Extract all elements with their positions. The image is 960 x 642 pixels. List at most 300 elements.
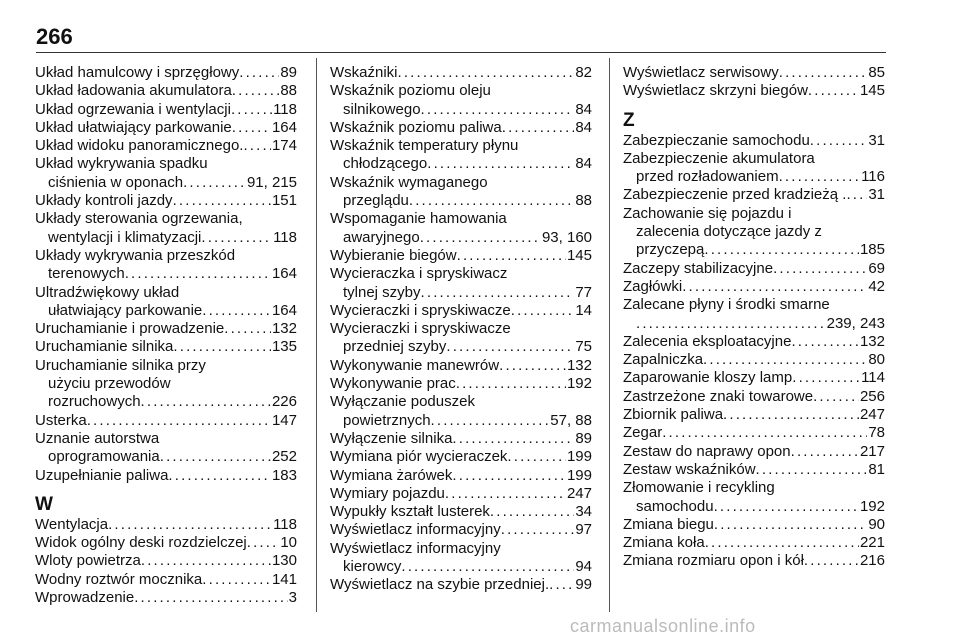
index-entry-page: 130 bbox=[271, 552, 297, 570]
index-entry-line bbox=[35, 210, 297, 228]
index-entry-page: 192 bbox=[859, 497, 885, 515]
index-entry-term: Uruchamianie silnika przy bbox=[35, 356, 206, 374]
index-entry bbox=[623, 406, 885, 424]
dot-leader bbox=[636, 315, 826, 333]
index-entry bbox=[35, 516, 297, 534]
index-entry-line bbox=[35, 571, 297, 589]
index-entry-term: Zabezpieczenie akumulatora bbox=[623, 149, 815, 167]
column-divider bbox=[316, 58, 317, 612]
dot-leader bbox=[421, 101, 575, 119]
index-entry-line bbox=[330, 467, 592, 485]
index-entry-page: 81 bbox=[868, 460, 885, 478]
index-entry-line bbox=[330, 210, 592, 228]
index-entry-term: Układy sterowania ogrzewania, bbox=[35, 210, 243, 228]
index-entry bbox=[35, 552, 297, 570]
index-entry-term: awaryjnego bbox=[343, 228, 420, 246]
index-entry-term: Wycieraczka i spryskiwacz bbox=[330, 265, 508, 283]
index-entry bbox=[330, 540, 592, 577]
index-entry-term: Wodny roztwór mocznika bbox=[35, 570, 203, 588]
index-entry bbox=[623, 424, 885, 442]
index-entry bbox=[330, 174, 592, 211]
index-entry-term: Zabezpieczanie samochodu bbox=[623, 131, 810, 149]
index-entry-continuation bbox=[330, 192, 592, 210]
index-entry-page: 164 bbox=[271, 301, 297, 319]
index-entry-term: Wspomaganie hamowania bbox=[330, 210, 507, 228]
dot-leader bbox=[791, 443, 859, 461]
index-entry-page: 88 bbox=[280, 82, 297, 100]
column-divider bbox=[609, 58, 610, 612]
index-entry-page: 85 bbox=[868, 64, 885, 81]
index-entry-page: 145 bbox=[566, 246, 592, 264]
dot-leader bbox=[723, 406, 859, 424]
index-entry-line bbox=[35, 137, 297, 155]
index-entry-line bbox=[35, 284, 297, 302]
index-entry-term: kierowcy bbox=[343, 558, 402, 576]
index-entry-line bbox=[330, 521, 592, 539]
index-entry-line bbox=[623, 64, 885, 82]
index-entry-line bbox=[35, 467, 297, 485]
index-entry bbox=[330, 485, 592, 503]
index-entry bbox=[330, 302, 592, 320]
index-entry bbox=[330, 247, 592, 265]
index-entry-page: 118 bbox=[273, 515, 297, 533]
index-entry bbox=[35, 192, 297, 210]
index-entry-page: 114 bbox=[861, 369, 885, 387]
index-entry-continuation bbox=[35, 265, 297, 283]
index-entry-term: Uzupełnianie paliwa bbox=[35, 466, 169, 484]
index-entry bbox=[330, 357, 592, 375]
index-entry-page: 145 bbox=[859, 82, 885, 100]
index-entry-line bbox=[623, 461, 885, 479]
dot-leader bbox=[756, 461, 868, 479]
index-entry-page: 164 bbox=[271, 265, 297, 283]
index-entry-line bbox=[35, 338, 297, 356]
index-entry-line bbox=[330, 375, 592, 393]
index-entry-line bbox=[330, 576, 592, 594]
index-entry-line bbox=[330, 174, 592, 192]
index-column-3 bbox=[623, 64, 885, 571]
index-entry-term: przed rozładowaniem bbox=[636, 168, 779, 186]
index-entry-line bbox=[35, 534, 297, 552]
index-entry-term: Wymiana piór wycieraczek bbox=[330, 448, 508, 466]
index-entry-term: Wprowadzenie bbox=[35, 589, 135, 607]
index-entry-page: 132 bbox=[271, 320, 297, 338]
index-entry-page: 77 bbox=[575, 283, 592, 301]
index-entry-term: Uznanie autorstwa bbox=[35, 429, 160, 447]
index-entry-term: Zmiana rozmiaru opon i kół bbox=[623, 552, 804, 570]
index-entry-term: Wyświetlacz serwisowy bbox=[623, 64, 779, 81]
index-entry-term: Wskaźnik wymaganego bbox=[330, 173, 488, 191]
index-entry-term: Wyłączanie poduszek bbox=[330, 393, 475, 411]
index-entry-page: 118 bbox=[273, 100, 297, 118]
index-entry-page: 78 bbox=[868, 424, 885, 442]
index-entry-page: 135 bbox=[271, 338, 297, 356]
index-entry-line bbox=[623, 443, 885, 461]
index-entry-line bbox=[623, 516, 885, 534]
index-entry-page: 90 bbox=[868, 515, 885, 533]
index-entry-page: 132 bbox=[859, 332, 885, 350]
index-entry-term: Wskaźnik temperatury płynu bbox=[330, 137, 519, 155]
index-entry-term: Wykonywanie prac bbox=[330, 375, 456, 393]
index-entry-term: Wyświetlacz informacyjny bbox=[330, 521, 501, 539]
index-entry bbox=[623, 351, 885, 369]
index-entry-page: 183 bbox=[271, 466, 297, 484]
index-entry bbox=[330, 467, 592, 485]
index-entry-page: 217 bbox=[859, 442, 885, 460]
index-entry-page: 199 bbox=[566, 448, 592, 466]
index-entry-line bbox=[330, 320, 592, 338]
index-entry-line bbox=[330, 503, 592, 521]
index-entry-page: 88 bbox=[575, 192, 592, 210]
index-entry bbox=[35, 589, 297, 607]
index-entry-term: Wycieraczki i spryskiwacze bbox=[330, 320, 511, 338]
index-entry bbox=[623, 205, 885, 260]
dot-leader bbox=[452, 467, 566, 485]
index-entry bbox=[623, 479, 885, 516]
index-entry-line bbox=[623, 369, 885, 387]
index-entry-continuation bbox=[623, 223, 885, 241]
index-entry-line bbox=[35, 101, 297, 119]
dot-leader bbox=[507, 448, 566, 466]
index-entry-term: Złomowanie i recykling bbox=[623, 479, 775, 497]
index-entry-line bbox=[35, 247, 297, 265]
dot-leader bbox=[87, 412, 271, 430]
dot-leader bbox=[201, 229, 272, 247]
index-entry-page: 84 bbox=[575, 155, 592, 173]
index-entry-term: Układy kontroli jazdy bbox=[35, 192, 173, 210]
index-entry-term: silnikowego bbox=[343, 100, 421, 118]
index-entry bbox=[623, 260, 885, 278]
index-entry-line bbox=[330, 64, 592, 82]
index-entry-term: przedniej szyby bbox=[343, 338, 447, 356]
index-entry-line bbox=[623, 534, 885, 552]
index-entry-term: Zmiana biegu bbox=[623, 515, 714, 533]
index-entry-page: 94 bbox=[575, 558, 592, 576]
index-entry-term: Układ ładowania akumulatora bbox=[35, 82, 232, 100]
dot-leader bbox=[168, 467, 271, 485]
index-entry-page: 118 bbox=[273, 228, 297, 246]
dot-leader bbox=[456, 375, 566, 393]
index-entry-page: 91, 215 bbox=[246, 173, 297, 191]
index-entry-term: Zapalniczka bbox=[623, 351, 704, 369]
dot-leader bbox=[409, 192, 574, 210]
index-entry-page: 84 bbox=[575, 100, 592, 118]
index-entry bbox=[35, 247, 297, 284]
index-entry bbox=[623, 82, 885, 100]
index-entry-line bbox=[623, 186, 885, 204]
index-entry-page: 31 bbox=[868, 131, 885, 149]
index-entry bbox=[623, 333, 885, 351]
index-entry bbox=[35, 320, 297, 338]
dot-leader bbox=[804, 552, 859, 570]
dot-leader bbox=[792, 369, 860, 387]
index-entry bbox=[330, 82, 592, 119]
dot-leader bbox=[232, 119, 271, 137]
index-entry-term: wentylacji i klimatyzacji bbox=[48, 228, 202, 246]
index-entry-page: 174 bbox=[271, 137, 297, 155]
index-entry-page: 132 bbox=[566, 356, 592, 374]
index-entry bbox=[330, 521, 592, 539]
index-entry-page: 82 bbox=[575, 64, 592, 81]
dot-leader bbox=[808, 82, 859, 100]
index-entry-term: samochodu bbox=[636, 497, 714, 515]
index-entry-line bbox=[35, 320, 297, 338]
index-entry-line bbox=[330, 302, 592, 320]
dot-leader bbox=[813, 388, 859, 406]
index-entry-term: Wskaźniki bbox=[330, 64, 398, 81]
index-entry-term: Układ widoku panoramicznego. bbox=[35, 137, 244, 155]
index-entry-page: 216 bbox=[859, 552, 885, 570]
dot-leader bbox=[714, 498, 859, 516]
index-entry-line bbox=[623, 424, 885, 442]
index-entry-line bbox=[623, 333, 885, 351]
dot-leader bbox=[108, 516, 272, 534]
index-entry-continuation bbox=[35, 448, 297, 466]
dot-leader bbox=[247, 534, 280, 552]
index-entry-line bbox=[35, 412, 297, 430]
index-entry-page: 75 bbox=[575, 338, 592, 356]
dot-leader bbox=[549, 576, 574, 594]
dot-leader bbox=[457, 247, 566, 265]
index-entry-line bbox=[623, 82, 885, 100]
dot-leader bbox=[490, 503, 574, 521]
dot-leader bbox=[183, 174, 246, 192]
index-entry-page: 10 bbox=[280, 534, 297, 552]
dot-leader bbox=[791, 333, 859, 351]
index-entry-page: 31 bbox=[868, 186, 885, 204]
index-entry-term: Uruchamianie i prowadzenie bbox=[35, 320, 225, 338]
index-entry-term: terenowych bbox=[48, 265, 125, 283]
index-entry-term: Układ wykrywania spadku bbox=[35, 155, 208, 173]
index-entry-term: Zachowanie się pojazdu i bbox=[623, 204, 792, 222]
index-entry-continuation bbox=[35, 302, 297, 320]
index-entry-line bbox=[623, 260, 885, 278]
index-entry-line bbox=[35, 430, 297, 448]
index-entry-term: ułatwiający parkowanie bbox=[48, 301, 203, 319]
index-entry bbox=[35, 467, 297, 485]
dot-leader bbox=[160, 448, 271, 466]
section-letter: Z bbox=[623, 109, 635, 131]
index-entry-page: 185 bbox=[859, 241, 885, 259]
index-column-2 bbox=[330, 64, 592, 595]
dot-leader bbox=[232, 82, 280, 100]
index-entry bbox=[623, 296, 885, 333]
index-entry-line bbox=[623, 132, 885, 150]
index-entry-term: Wymiary pojazdu bbox=[330, 484, 445, 502]
index-entry-page: 80 bbox=[868, 351, 885, 369]
index-entry-term: Wymiana żarówek bbox=[330, 466, 453, 484]
index-entry bbox=[330, 64, 592, 82]
index-entry-page: 116 bbox=[861, 168, 885, 186]
dot-leader bbox=[141, 393, 271, 411]
dot-leader bbox=[231, 101, 272, 119]
index-entry-term: Zaczepy stabilizacyjne bbox=[623, 259, 774, 277]
index-entry bbox=[35, 571, 297, 589]
index-entry-term: Zalecenia eksploatacyjne bbox=[623, 332, 792, 350]
index-entry bbox=[623, 64, 885, 82]
index-entry-term: przeglądu bbox=[343, 192, 409, 210]
dot-leader bbox=[511, 302, 575, 320]
index-entry-term: Wskaźnik poziomu paliwa bbox=[330, 118, 502, 136]
index-entry-line bbox=[623, 406, 885, 424]
index-entry bbox=[623, 186, 885, 204]
index-entry-term: Wentylacja bbox=[35, 515, 109, 533]
index-entry-term: oprogramowania bbox=[48, 448, 160, 466]
index-entry-line bbox=[330, 82, 592, 100]
index-entry bbox=[623, 443, 885, 461]
index-entry-page: 164 bbox=[271, 118, 297, 136]
index-entry-continuation bbox=[330, 558, 592, 576]
dot-leader bbox=[714, 516, 867, 534]
index-entry-continuation bbox=[35, 375, 297, 393]
dot-leader bbox=[502, 119, 575, 137]
index-entry-page: 226 bbox=[271, 393, 297, 411]
index-entry-term: Zastrzeżone znaki towarowe bbox=[623, 387, 814, 405]
index-entry bbox=[330, 448, 592, 466]
index-entry bbox=[35, 64, 297, 82]
index-entry-line bbox=[330, 119, 592, 137]
index-entry-line bbox=[330, 357, 592, 375]
index-entry-term: Wyświetlacz na szybie przedniej. bbox=[330, 576, 550, 594]
header-rule bbox=[36, 52, 886, 53]
index-entry-continuation bbox=[623, 168, 885, 186]
index-entry-term: zalecenia dotyczące jazdy z bbox=[636, 223, 822, 241]
index-entry bbox=[35, 357, 297, 412]
index-entry-line bbox=[623, 296, 885, 314]
index-entry-term: Zestaw wskaźników bbox=[623, 460, 756, 478]
index-entry-page: 14 bbox=[575, 301, 592, 319]
index-entry-line bbox=[330, 485, 592, 503]
dot-leader bbox=[703, 351, 867, 369]
index-entry-term: Usterka bbox=[35, 411, 87, 429]
dot-leader bbox=[682, 278, 867, 296]
index-entry-line bbox=[35, 155, 297, 173]
dot-leader bbox=[141, 552, 271, 570]
index-entry-line bbox=[35, 516, 297, 534]
index-entry-continuation bbox=[35, 393, 297, 411]
index-entry bbox=[35, 338, 297, 356]
index-entry-line bbox=[623, 351, 885, 369]
index-entry bbox=[330, 210, 592, 247]
index-entry-term: ciśnienia w oponach bbox=[48, 173, 184, 191]
index-entry-term: Zalecane płyny i środki smarne bbox=[623, 296, 830, 314]
index-entry-page: 256 bbox=[859, 387, 885, 405]
dot-leader bbox=[202, 302, 271, 320]
index-entry-term: Wskaźnik poziomu oleju bbox=[330, 82, 491, 100]
index-entry-page: 147 bbox=[271, 411, 297, 429]
index-entry-term: chłodzącego bbox=[343, 155, 428, 173]
index-entry bbox=[623, 534, 885, 552]
index-entry-line bbox=[330, 393, 592, 411]
index-entry-continuation bbox=[330, 412, 592, 430]
index-entry-term: Wycieraczki i spryskiwacze bbox=[330, 301, 511, 319]
index-entry bbox=[623, 150, 885, 187]
index-entry-page: 141 bbox=[271, 570, 297, 588]
index-entry-page: 247 bbox=[566, 484, 592, 502]
index-entry-term: Wyłączenie silnika bbox=[330, 429, 453, 447]
index-entry-term: Zmiana koła bbox=[623, 534, 705, 552]
index-entry-term: rozruchowych bbox=[48, 393, 141, 411]
index-entry-term: Wykonywanie manewrów bbox=[330, 356, 500, 374]
index-entry-line bbox=[35, 82, 297, 100]
dot-leader bbox=[427, 155, 574, 173]
dot-leader bbox=[202, 571, 271, 589]
index-entry-line bbox=[330, 137, 592, 155]
index-entry bbox=[35, 119, 297, 137]
index-entry bbox=[330, 137, 592, 174]
index-entry-continuation bbox=[623, 315, 885, 333]
index-entry-continuation bbox=[623, 498, 885, 516]
index-entry-term: powietrznych bbox=[343, 411, 431, 429]
index-entry-term: Zabezpieczenie przed kradzieżą . bbox=[623, 186, 847, 204]
index-entry-continuation bbox=[330, 284, 592, 302]
index-entry-page: 192 bbox=[566, 375, 592, 393]
index-entry bbox=[35, 101, 297, 119]
dot-leader bbox=[398, 64, 575, 82]
dot-leader bbox=[173, 192, 271, 210]
index-entry-line bbox=[623, 278, 885, 296]
index-entry-continuation bbox=[330, 229, 592, 247]
index-entry-term: Układ ułatwiający parkowanie bbox=[35, 118, 232, 136]
index-entry-page: 34 bbox=[575, 503, 592, 521]
dot-leader bbox=[773, 260, 867, 278]
index-entry-term: Ultradźwiękowy układ bbox=[35, 283, 180, 301]
index-entry bbox=[35, 137, 297, 155]
index-entry-page: 247 bbox=[859, 406, 885, 424]
index-entry-term: Wybieranie biegów bbox=[330, 246, 457, 264]
index-entry-page: 199 bbox=[566, 466, 592, 484]
index-entry bbox=[623, 369, 885, 387]
dot-leader bbox=[779, 168, 861, 186]
index-entry-term: Układ ogrzewania i wentylacji bbox=[35, 100, 231, 118]
index-entry bbox=[35, 155, 297, 192]
dot-leader bbox=[452, 430, 574, 448]
index-entry-continuation bbox=[330, 338, 592, 356]
index-entry-term: przyczepą bbox=[636, 241, 705, 259]
index-entry-continuation bbox=[623, 241, 885, 259]
dot-leader bbox=[239, 64, 279, 82]
index-entry bbox=[35, 412, 297, 430]
index-entry bbox=[623, 388, 885, 406]
index-entry-page: 42 bbox=[868, 277, 885, 295]
index-entry-term: użyciu przewodów bbox=[48, 375, 171, 393]
page-number: 266 bbox=[36, 24, 73, 49]
index-entry-term: Zestaw do naprawy opon bbox=[623, 442, 791, 460]
index-entry-page: 221 bbox=[859, 534, 885, 552]
index-entry-line bbox=[623, 479, 885, 497]
index-entry-line bbox=[330, 540, 592, 558]
index-entry-term: Wyświetlacz informacyjny bbox=[330, 539, 501, 557]
index-entry-term: Widok ogólny deski rozdzielczej bbox=[35, 534, 247, 552]
index-entry-line bbox=[623, 552, 885, 570]
index-entry-page: 252 bbox=[271, 448, 297, 466]
index-entry-continuation bbox=[35, 174, 297, 192]
index-entry-term: Zaparowanie kloszy lamp bbox=[623, 369, 793, 387]
dot-leader bbox=[501, 521, 575, 539]
dot-leader bbox=[499, 357, 566, 375]
index-entry-continuation bbox=[330, 101, 592, 119]
dot-leader bbox=[779, 64, 868, 82]
index-entry bbox=[330, 375, 592, 393]
index-entry bbox=[35, 284, 297, 321]
index-entry bbox=[330, 265, 592, 302]
section-letter: W bbox=[35, 493, 53, 515]
index-entry bbox=[35, 534, 297, 552]
index-entry bbox=[623, 278, 885, 296]
index-entry bbox=[330, 430, 592, 448]
index-entry-page: 151 bbox=[271, 192, 297, 210]
index-entry-line bbox=[623, 388, 885, 406]
